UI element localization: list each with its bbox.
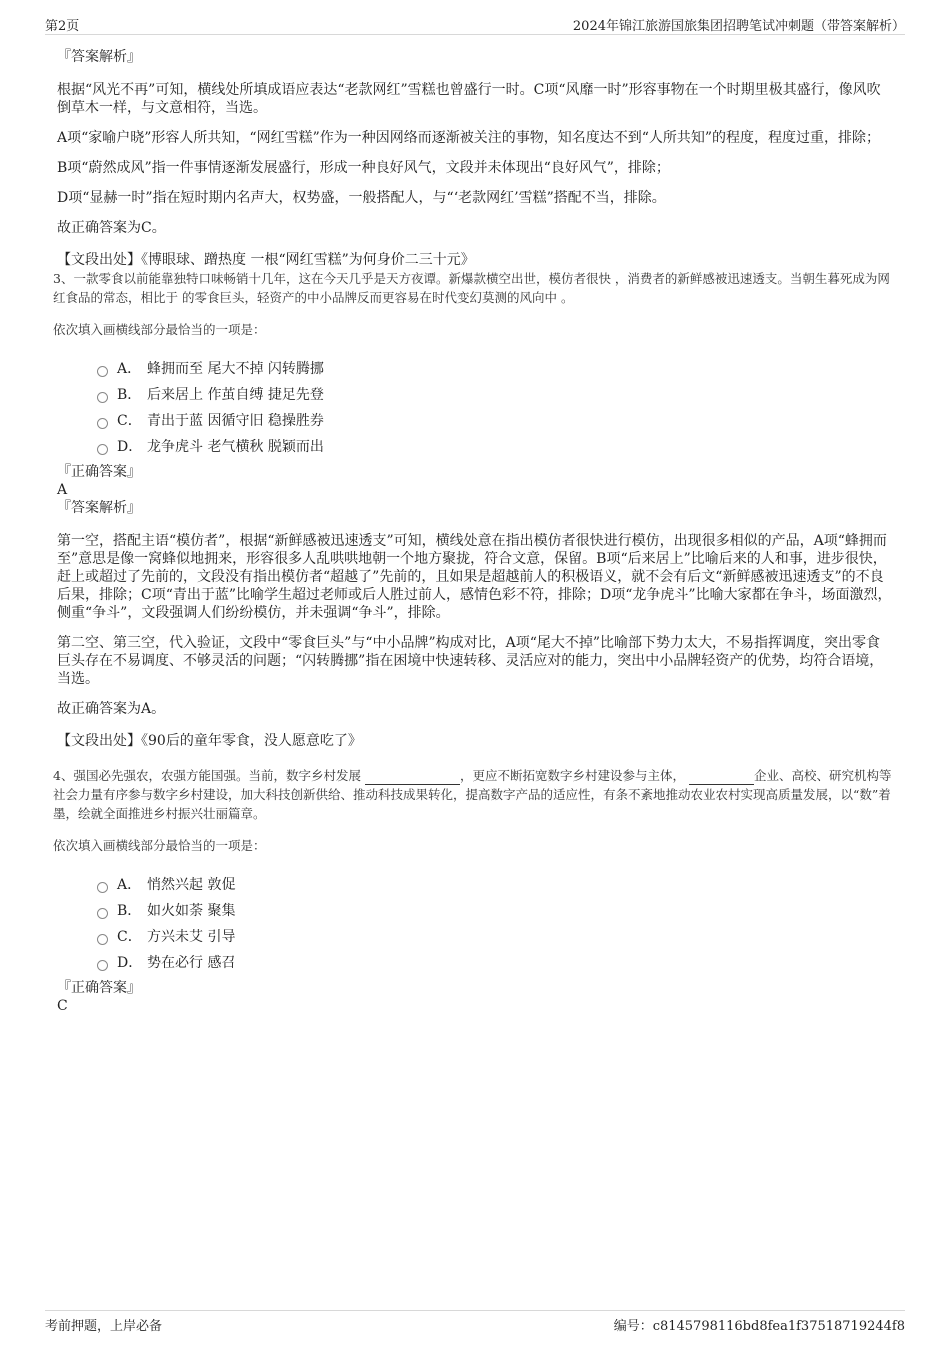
q3-prompt: 依次填入画横线部分最恰当的一项是：	[53, 322, 266, 337]
q3-analysis-para2: 第二空、第三空，代入验证，文段中“零食巨头”与“中小品牌”构成对比，A项“尾大不掉”比喻部下势力太大，不易指挥调度，突出零食巨头存在不易调度、不够灵活的问题；“闪转腾挪”指在困境中快速转移、灵活应对的能力，突出中小品牌轻资产的优势，均符合语境，当选。	[57, 635, 884, 687]
radio-icon[interactable]	[97, 908, 108, 919]
q3-conclusion: 故正确答案为A。	[57, 701, 166, 717]
q3-source: 【文段出处】《90后的童年零食，没人愿意吃了》	[57, 733, 362, 749]
radio-icon[interactable]	[97, 934, 108, 945]
q4-question: 4、强国必先强农，农强方能国强。当前，数字乡村发展 ，更应不断拓宽数字乡村建设参与主体， 企业、高校、研究机构等社会力量有序参与数字乡村建设，加大科技创新供给、推动科技成果转化，提高数字产品的适应性，有条不紊地推动农业农村实现高质量发展，以“数”着墨，绘就全面推进乡村振兴壮丽篇章。	[53, 768, 892, 821]
radio-icon[interactable]	[97, 418, 108, 429]
q4-option-c[interactable]: C． 方兴未艾 引导	[97, 923, 893, 949]
radio-icon[interactable]	[97, 882, 108, 893]
q3-answer-title: 『正确答案』	[57, 464, 141, 480]
main-content	[53, 40, 893, 1015]
q2-source: 【文段出处】《博眼球、蹭热度 一根“网红雪糕”为何身价二三十元》	[57, 252, 475, 268]
radio-icon[interactable]	[97, 392, 108, 403]
q3-analysis-title: 『答案解析』	[57, 500, 141, 516]
q4-option-d[interactable]: D． 势在必行 感召	[97, 949, 893, 975]
q2-analysis-title: 『答案解析』	[57, 49, 141, 65]
page-header	[45, 12, 905, 35]
footer-slogan: 考前押题，上岸必备	[45, 1319, 163, 1334]
q4-blank-1	[365, 770, 460, 785]
q2-analysis-para4: D项“显赫一时”指在短时期内名声大，权势盛，一般搭配人，与“‘老款网红’雪糕”搭配不当，排除。	[57, 190, 666, 206]
q4-answer: C	[57, 998, 68, 1014]
q2-conclusion: 故正确答案为C。	[57, 220, 166, 236]
q3-option-c[interactable]: C． 青出于蓝 因循守旧 稳操胜券	[97, 407, 893, 433]
q3-option-d[interactable]: D． 龙争虎斗 老气横秋 脱颖而出	[97, 433, 893, 459]
q3-analysis-para1: 第一空，搭配主语“模仿者”，根据“新鲜感被迅速透支”可知，横线处意在指出模仿者很快进行模仿，出现很多相似的产品，A项“蜂拥而至”意思是像一窝蜂似地拥来，形容很多人乱哄哄地朝一个地方聚拢，符合文意，保留。B项“后来居上”比喻后来的人和事，进步很快，赶上或超过了先前的，文段没有指出模仿者“超越了”先前的，且如果是超越前人的积极语义，就不会有后文“新鲜感被迅速透支”的不良后果，排除；C项“青出于蓝”比喻学生超过老师或后人胜过前人，感情色彩不符，排除；D项“龙争虎斗”比喻大家都在争斗，场面激烈，侧重“争斗”，文段强调人们纷纷模仿，并未强调“争斗”，排除。	[57, 533, 892, 621]
q3-question: 3、一款零食以前能靠独特口味畅销十几年，这在今天几乎是天方夜谭。新爆款横空出世，模仿者很快 ，消费者的新鲜感被迅速透支。当朝生暮死成为网红食品的常态，相比于 的零食巨头，轻资产的中小品牌反而更容易在时代变幻莫测的风向中 。	[53, 271, 890, 305]
q3-options	[97, 355, 893, 459]
q2-analysis-para2: A项“家喻户晓”形容人所共知，“网红雪糕”作为一种因网络而逐渐被关注的事物，知名度达不到“人所共知”的程度，程度过重，排除；	[57, 130, 881, 146]
q4-options	[97, 871, 893, 975]
q4-prompt: 依次填入画横线部分最恰当的一项是：	[53, 838, 266, 853]
q4-option-a[interactable]: A． 悄然兴起 敦促	[97, 871, 893, 897]
radio-icon[interactable]	[97, 960, 108, 971]
document-title: 2024年锦江旅游国旅集团招聘笔试冲刺题（带答案解析）	[572, 19, 905, 34]
q2-analysis-para1: 根据“风光不再”可知，横线处所填成语应表达“老款网红”雪糕也曾盛行一时。C项“风靡一时”形容事物在一个时期里极其盛行，像风吹倒草木一样，与文意相符，当选。	[57, 82, 881, 116]
q3-option-b[interactable]: B． 后来居上 作茧自缚 捷足先登	[97, 381, 893, 407]
q4-blank-2	[689, 770, 754, 785]
q4-option-b[interactable]: B． 如火如荼 聚集	[97, 897, 893, 923]
page-number: 第2页	[45, 19, 80, 34]
page-footer	[45, 1310, 905, 1339]
q3-answer: A	[57, 482, 68, 498]
document-id: 编号：c8145798116bd8fea1f37518719244f8	[613, 1319, 905, 1334]
q4-answer-title: 『正确答案』	[57, 980, 141, 996]
radio-icon[interactable]	[97, 444, 108, 455]
q2-analysis-para3: B项“蔚然成风”指一件事情逐渐发展盛行，形成一种良好风气，文段并未体现出“良好风气”，排除；	[57, 160, 670, 176]
radio-icon[interactable]	[97, 366, 108, 377]
q3-option-a[interactable]: A． 蜂拥而至 尾大不掉 闪转腾挪	[97, 355, 893, 381]
